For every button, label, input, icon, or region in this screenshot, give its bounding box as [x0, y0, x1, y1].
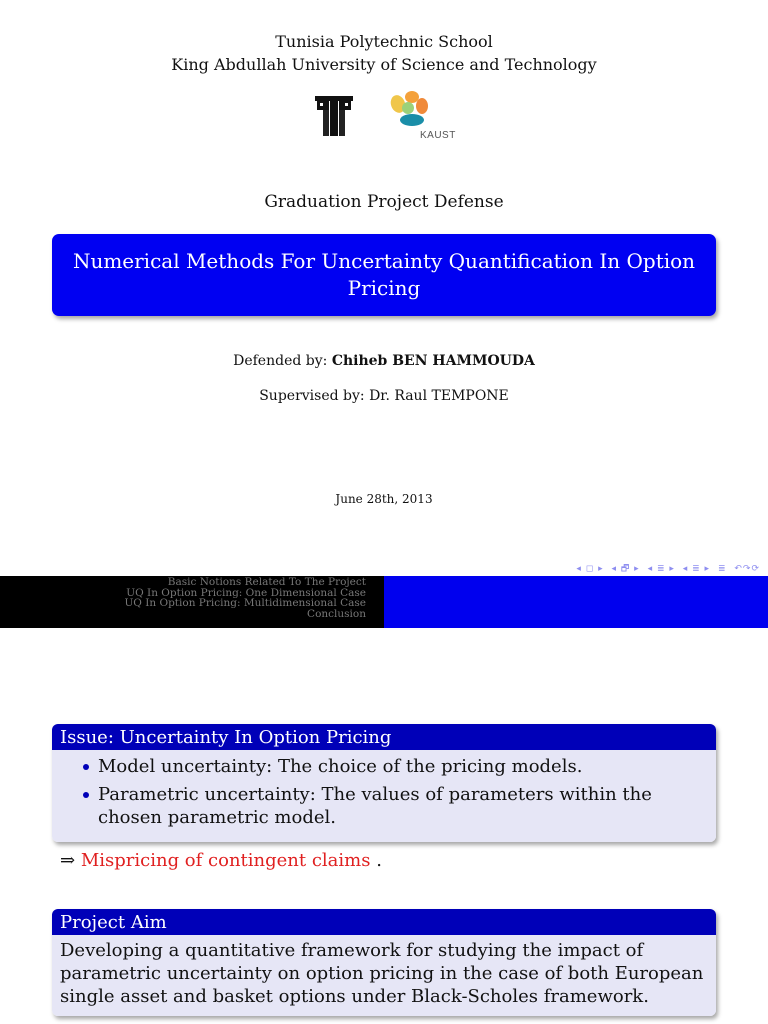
kaust-logo	[386, 88, 460, 144]
nav-subsection-icon[interactable]: ◂ 🗗 ▸	[611, 564, 640, 574]
section-item-one-dimensional[interactable]: UQ In Option Pricing: One Dimensional Case	[126, 586, 366, 599]
bullet-icon	[83, 792, 89, 798]
list-item	[80, 783, 698, 829]
presentation-title: Numerical Methods For Uncertainty Quantification In Option Pricing	[72, 249, 696, 300]
kaust-logo-text: KAUST	[420, 130, 456, 141]
implication-line	[60, 850, 382, 871]
implies-arrow-icon: ⇒	[60, 850, 76, 871]
presentation-date: June 28th, 2013	[335, 492, 433, 506]
defended-by-name: Chiheb BEN HAMMOUDA	[331, 353, 535, 369]
implication-tail: .	[370, 850, 382, 871]
tunisia-polytechnic-logo	[311, 92, 357, 138]
nav-search-icon[interactable]: ↶↷⟳	[734, 564, 760, 574]
issue-block	[52, 724, 716, 842]
presentation-subtitle: Graduation Project Defense	[264, 192, 504, 212]
beamer-navigation-bar[interactable]	[572, 561, 760, 577]
issue-block-title: Issue: Uncertainty In Option Pricing	[52, 724, 716, 750]
issue-item-parametric: Parametric uncertainty: The values of parameters within the chosen parametric model.	[98, 784, 652, 828]
headline-accent-bar	[384, 576, 768, 628]
presentation-title-box	[52, 234, 716, 316]
institution-tunisia: Tunisia Polytechnic School	[275, 32, 493, 51]
project-aim-title: Project Aim	[52, 909, 716, 935]
nav-section-icon[interactable]: ◂ ≣ ▸	[647, 564, 675, 574]
section-item-multidimensional[interactable]: UQ In Option Pricing: Multidimensional Case	[124, 597, 366, 609]
issue-block-body	[52, 750, 716, 842]
bullet-icon	[83, 764, 89, 770]
institution-list	[0, 30, 768, 76]
project-aim-block	[52, 909, 716, 1016]
institution-kaust: King Abdullah University of Science and Technology	[171, 55, 597, 74]
supervised-by-line: Supervised by: Dr. Raul TEMPONE	[259, 388, 509, 404]
nav-document-icon[interactable]: ◂ ≣ ▸	[682, 564, 711, 574]
issue-item-model: Model uncertainty: The choice of the pricing models.	[98, 756, 583, 777]
project-aim-text: Developing a quantitative framework for studying the impact of parametric uncertainty on option pricing in the case of both European single asset and basket options under Black-Scholes framework.	[52, 935, 716, 1016]
section-item-basic-notions[interactable]: Basic Notions Related To The Project	[167, 576, 366, 588]
section-item-conclusion[interactable]: Conclusion	[307, 607, 366, 620]
nav-frame-icon[interactable]: ◂ ◻ ▸	[576, 564, 604, 574]
section-list	[0, 577, 366, 619]
mispricing-text: Mispricing of contingent claims	[80, 850, 371, 871]
defended-by-line	[0, 353, 768, 369]
nav-toc-icon[interactable]: ≣	[717, 564, 727, 574]
defended-by-label: Defended by:	[233, 353, 328, 369]
list-item	[80, 755, 698, 778]
